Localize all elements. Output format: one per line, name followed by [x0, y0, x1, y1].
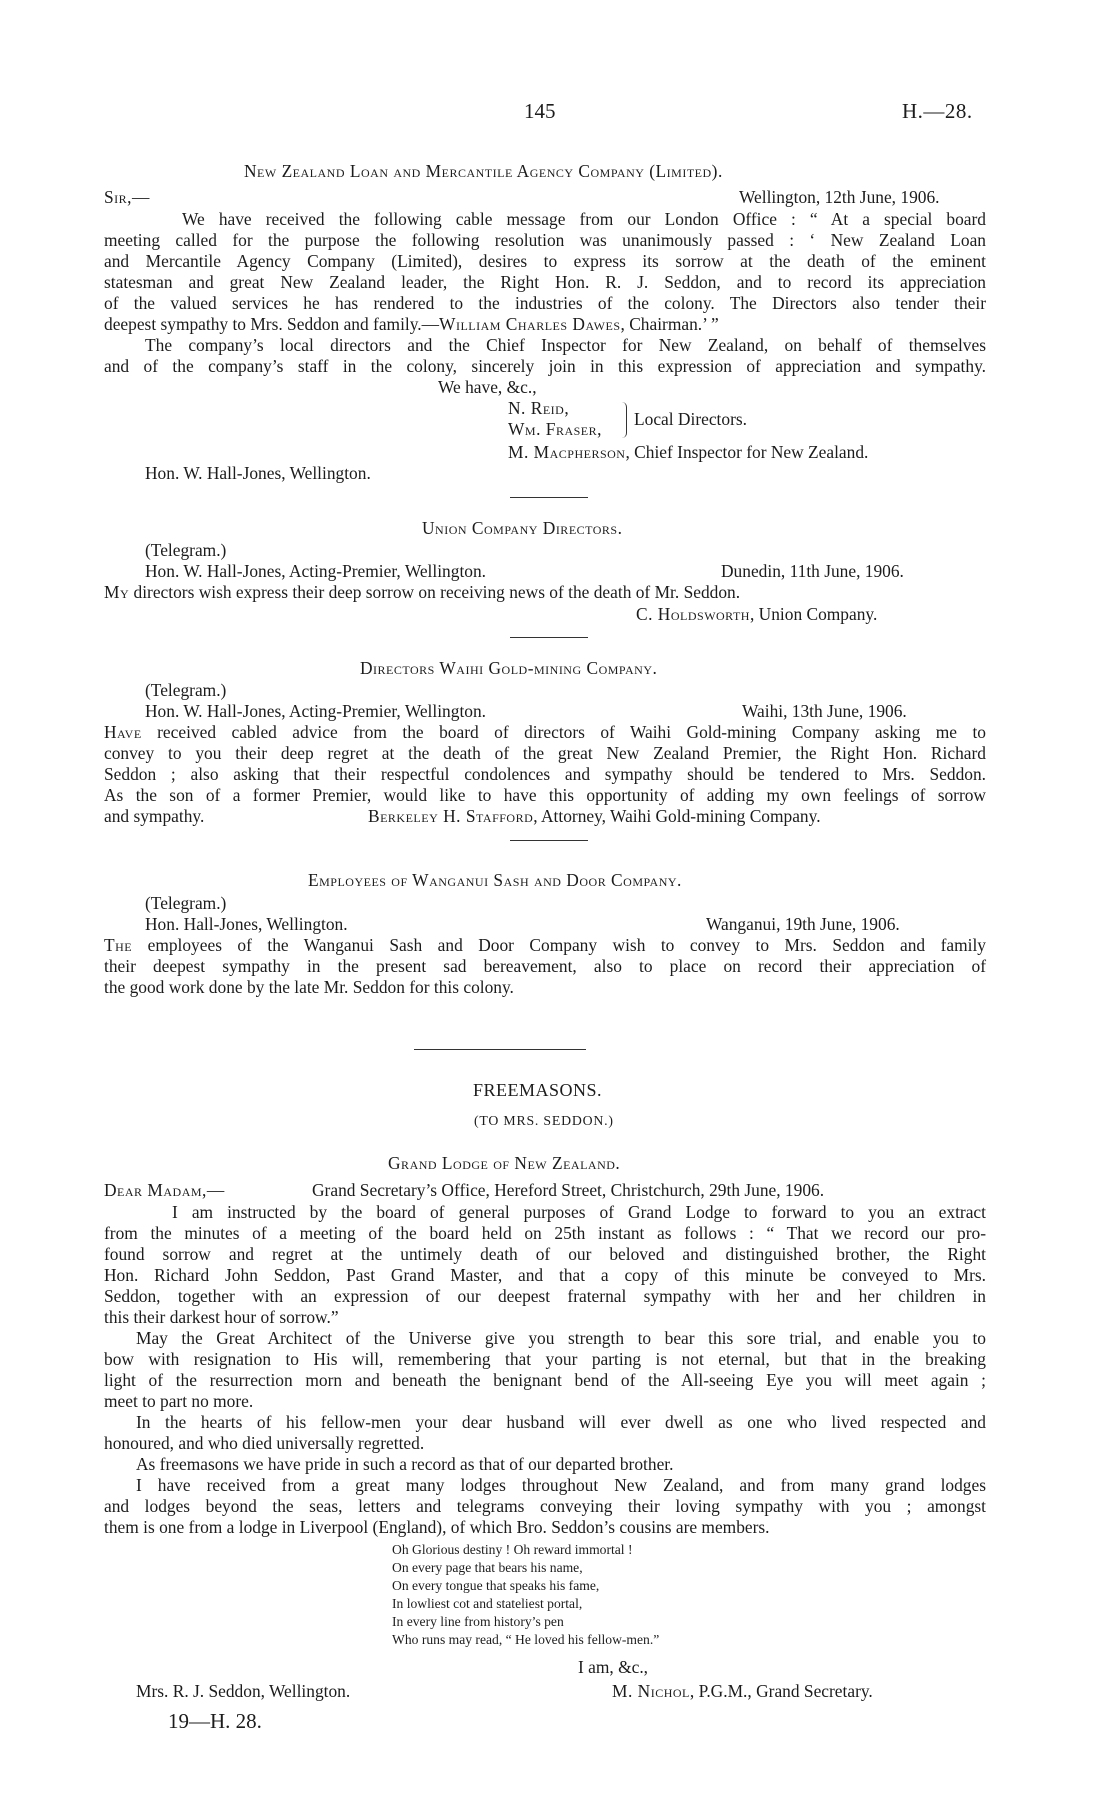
section-divider [510, 637, 588, 638]
nz-loan-title: New Zealand Loan and Mercantile Agency Company (Limited). [244, 161, 723, 181]
freemasons-para1-line: Seddon, together with an expression of our deepest fraternal sympathy with her and her children in [104, 1286, 986, 1306]
nz-loan-body-line: of the valued services he has rendered to the industries of the colony. The Directors also tender their [104, 293, 986, 313]
wanganui-first-rest: employees of the Wanganui Sash and Door Company wish to convey to Mrs. Seddon and family [147, 935, 986, 955]
freemasons-para1-line: I am instructed by the board of general purposes of Grand Lodge to forward to you an extract [172, 1202, 986, 1222]
nz-loan-inspector-name: M. Macpherson [508, 442, 626, 462]
section-divider [510, 840, 588, 841]
nz-loan-inspector [508, 442, 868, 463]
major-divider [414, 1049, 586, 1050]
union-body [104, 582, 740, 603]
union-first-word: My [104, 582, 130, 602]
waihi-body-line: convey to you their deep regret at the death of the great New Zealand Premier, the Right Hon. Richard [104, 743, 986, 763]
wanganui-first-word: The [104, 935, 133, 955]
nz-loan-para2-line: and of the company’s staff in the colony, sincerely join in this expression of appreciation and sympathy. [104, 356, 986, 376]
freemasons-para2-line: light of the resurrection morn and beneath the benignant bend of the All-seeing Eye you will meet again ; [104, 1370, 986, 1390]
poem-line: Who runs may read, “ He loved his fellow-men.” [392, 1632, 660, 1647]
wanganui-dateline: Wanganui, 19th June, 1906. [706, 914, 900, 934]
freemasons-signer-role: , P.G.M., Grand Secretary. [689, 1681, 873, 1701]
wanganui-addressee: Hon. Hall-Jones, Wellington. [145, 914, 348, 934]
poem-line: In every line from history’s pen [392, 1614, 564, 1629]
poem-line: Oh Glorious destiny ! Oh reward immortal ! [392, 1542, 633, 1557]
waihi-dateline: Waihi, 13th June, 1906. [742, 701, 907, 721]
waihi-first-rest: received cabled advice from the board of directors of Waihi Gold-mining Company asking me to [157, 722, 986, 742]
freemasons-subheading: (TO MRS. SEDDON.) [474, 1113, 614, 1128]
wanganui-title: Employees of Wanganui Sash and Door Company. [308, 870, 682, 890]
waihi-body-line: As the son of a former Premier, would like to have this opportunity of adding my own feelings of sorrow [104, 785, 986, 805]
freemasons-para1-line: found sorrow and regret at the untimely death of our beloved and distinguished brother, the Right [104, 1244, 986, 1264]
nz-loan-body-line: statesman and great New Zealand leader, the Right Hon. R. J. Seddon, and to record its appreciation [104, 272, 986, 292]
nz-loan-body-line: and Mercantile Agency Company (Limited), desires to express its sorrow at the death of the eminent [104, 251, 986, 271]
freemasons-heading: FREEMASONS. [473, 1080, 603, 1100]
waihi-last-start: and sympathy. [104, 806, 205, 826]
waihi-first-word: Have [104, 722, 142, 742]
freemasons-addressee: Mrs. R. J. Seddon, Wellington. [136, 1681, 351, 1701]
freemasons-signer: M. Nichol [612, 1681, 690, 1701]
waihi-signature [368, 806, 821, 827]
union-telegram-label: (Telegram.) [145, 540, 227, 560]
union-addressee: Hon. W. Hall-Jones, Acting-Premier, Wellington. [145, 561, 487, 581]
nz-loan-closing: We have, &c., [438, 377, 537, 397]
union-body-text: directors wish express their deep sorrow on receiving news of the death of Mr. Seddon. [133, 582, 741, 602]
poem-line: In lowliest cot and stateliest portal, [392, 1596, 583, 1611]
freemasons-para2-last: meet to part no more. [104, 1391, 254, 1411]
directors-brace [620, 402, 627, 438]
nz-loan-body-line: We have received the following cable message from our London Office : “ At a special board [182, 209, 986, 229]
nz-loan-chairman-name: William Charles Dawes [439, 314, 621, 334]
freemasons-para3-last: honoured, and who died universally regretted. [104, 1433, 425, 1453]
wanganui-first-line [104, 935, 986, 956]
freemasons-para1-line: Hon. Richard John Seddon, Past Grand Master, and that a copy of this minute be conveyed to Mrs. [104, 1265, 986, 1285]
waihi-telegram-label: (Telegram.) [145, 680, 227, 700]
section-divider [510, 497, 588, 498]
union-signer: C. Holdsworth [636, 604, 750, 624]
freemasons-para2-line: May the Great Architect of the Universe give you strength to bear this sore trial, and enable you to [136, 1328, 986, 1348]
freemasons-para5-last: them is one from a lodge in Liverpool (England), of which Bro. Seddon’s cousins are members. [104, 1517, 770, 1537]
waihi-title: Directors Waihi Gold-mining Company. [360, 658, 658, 678]
freemasons-salutation: Dear Madam,— [104, 1180, 225, 1200]
nz-loan-para2-line: The company’s local directors and the Chief Inspector for New Zealand, on behalf of themselves [145, 335, 986, 355]
nz-loan-body-last-line [104, 314, 719, 335]
freemasons-closing: I am, &c., [578, 1657, 649, 1677]
union-signer-role: , Union Company. [749, 604, 878, 624]
document-reference: H.—28. [902, 99, 973, 123]
freemasons-para5-line: and lodges beyond the seas, letters and telegrams conveying their loving sympathy with you ; amongst [104, 1496, 986, 1516]
freemasons-para3-line: In the hearts of his fellow-men your dear husband will ever dwell as one who lived respected and [136, 1412, 986, 1432]
union-signature [636, 604, 877, 625]
waihi-addressee: Hon. W. Hall-Jones, Acting-Premier, Wellington. [145, 701, 487, 721]
waihi-body-line: Seddon ; also asking that their respectful condolences and sympathy should be tendered to Mrs. Seddon. [104, 764, 986, 784]
nz-loan-dateline: Wellington, 12th June, 1906. [739, 187, 940, 207]
grand-lodge-title: Grand Lodge of New Zealand. [388, 1153, 621, 1173]
nz-loan-body-last-end: , Chairman.’ ” [620, 314, 719, 334]
freemasons-para4: As freemasons we have pride in such a record as that of our departed brother. [136, 1454, 674, 1474]
signature-mark: 19—H. 28. [168, 1709, 262, 1733]
freemasons-signature [612, 1681, 873, 1702]
poem-line: On every tongue that speaks his fame, [392, 1578, 600, 1593]
waihi-signer-role: , Attorney, Waihi Gold-mining Company. [533, 806, 821, 826]
wanganui-line: their deepest sympathy in the present sad bereavement, also to place on record their appreciation of [104, 956, 986, 976]
nz-loan-director-fraser: Wm. Fraser, [508, 419, 602, 439]
wanganui-line-last: the good work done by the late Mr. Seddon for this colony. [104, 977, 514, 997]
nz-loan-salutation: Sir,— [104, 187, 150, 207]
nz-loan-body-last-start: deepest sympathy to Mrs. Seddon and family.— [104, 314, 440, 334]
nz-loan-inspector-role: , Chief Inspector for New Zealand. [625, 442, 869, 462]
poem-line: On every page that bears his name, [392, 1560, 583, 1575]
union-dateline: Dunedin, 11th June, 1906. [721, 561, 904, 581]
nz-loan-body-line: meeting called for the purpose the following resolution was unanimously passed : ‘ New Zealand Loan [104, 230, 986, 250]
freemasons-para1-line: from the minutes of a meeting of the board held on 25th instant as follows : “ That we record our pro- [104, 1223, 986, 1243]
wanganui-telegram-label: (Telegram.) [145, 893, 227, 913]
page-number: 145 [524, 99, 556, 123]
waihi-first-line [104, 722, 986, 743]
freemasons-para5-line: I have received from a great many lodges throughout New Zealand, and from many grand lodges [136, 1475, 986, 1495]
nz-loan-directors-role: Local Directors. [634, 409, 747, 429]
union-title: Union Company Directors. [422, 518, 623, 538]
waihi-signer: Berkeley H. Stafford [368, 806, 534, 826]
freemasons-para2-line: bow with resignation to His will, remembering that your parting is not eternal, but that in the breaking [104, 1349, 986, 1369]
nz-loan-addressee: Hon. W. Hall-Jones, Wellington. [145, 463, 371, 483]
nz-loan-director-reid: N. Reid, [508, 398, 570, 418]
freemasons-address: Grand Secretary’s Office, Hereford Street, Christchurch, 29th June, 1906. [312, 1180, 825, 1200]
freemasons-para1-last: this their darkest hour of sorrow.” [104, 1307, 339, 1327]
